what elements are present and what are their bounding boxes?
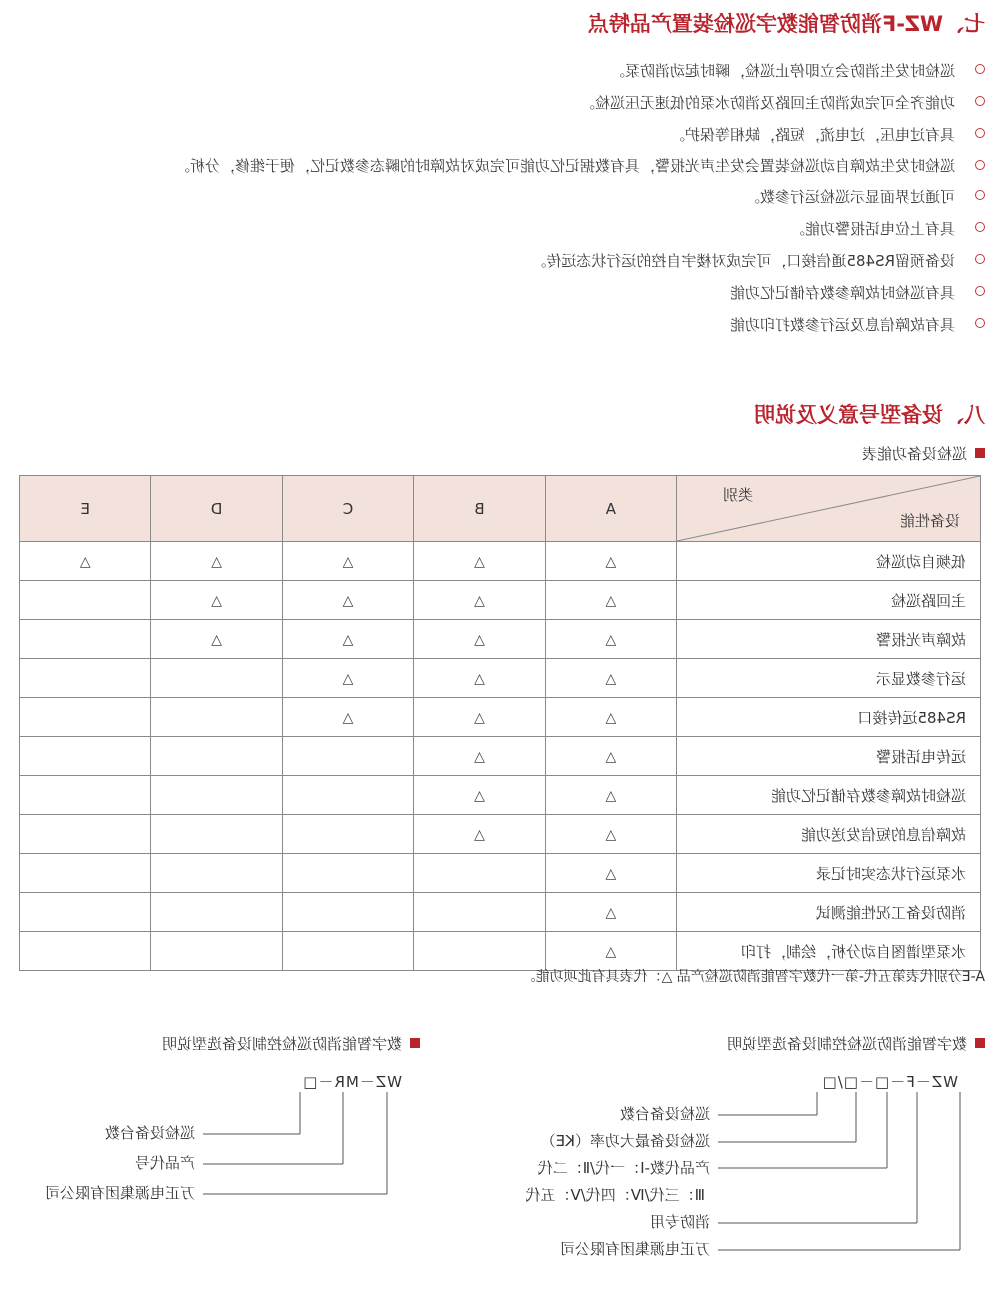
wzf-label: Ⅲ：三代/Ⅳ：四代/Ⅴ：五代	[525, 1186, 705, 1204]
table-row	[20, 659, 981, 698]
circle-bullet-icon	[975, 96, 985, 106]
table-header-row	[20, 476, 981, 542]
square-bullet-icon	[410, 1038, 420, 1048]
circle-bullet-icon	[975, 160, 985, 170]
wzf-label: 产品代数-Ⅰ：一代/Ⅱ：二代	[537, 1159, 710, 1177]
feature-item: 具有故障信息及运行参数打印功能	[15, 309, 985, 341]
mark-cell: △	[282, 698, 413, 737]
table-row	[20, 581, 981, 620]
mark-cell: △	[414, 620, 545, 659]
mark-cell	[151, 776, 282, 815]
mark-cell: △	[545, 659, 676, 698]
mark-cell: △	[545, 542, 676, 581]
feature-item: 具有过电压，过电流，短路，缺相等保护。	[15, 119, 985, 151]
table-row	[20, 854, 981, 893]
feature-list	[15, 55, 985, 341]
mark-cell: △	[545, 776, 676, 815]
mark-cell	[20, 659, 151, 698]
mark-cell: △	[545, 854, 676, 893]
mark-cell: △	[282, 620, 413, 659]
mark-cell	[151, 659, 282, 698]
mark-cell: △	[151, 581, 282, 620]
mark-cell	[151, 893, 282, 932]
wzf-label: 万正电源集团有限公司	[559, 1240, 710, 1258]
mark-cell: △	[151, 620, 282, 659]
wzmr-model-title: 数字智能消防巡检控制设备选型说明	[162, 1033, 420, 1054]
mark-cell: △	[545, 815, 676, 854]
column-header: A	[545, 476, 676, 542]
wzmr-model-code: WZ－MR－□	[302, 1073, 402, 1091]
section7-title: 七、WZ-F消防智能数字巡检装置产品特点	[587, 12, 985, 36]
mark-cell	[20, 698, 151, 737]
row-name-cell: 主回路巡检	[677, 581, 981, 620]
mark-cell	[414, 893, 545, 932]
wzmr-label: 巡检设备台数	[104, 1124, 195, 1142]
table-row	[20, 737, 981, 776]
mark-cell: △	[414, 737, 545, 776]
mark-cell: △	[414, 542, 545, 581]
mark-cell	[282, 776, 413, 815]
table-caption: 巡检设备功能表	[862, 443, 985, 464]
table-note: A-E分别代表第五代-第一代数字智能消防巡检产品 △：代表具有此项功能。	[521, 969, 985, 985]
section8-title: 八、设备型号意义及说明	[754, 403, 985, 427]
mark-cell: △	[151, 542, 282, 581]
mark-cell	[151, 854, 282, 893]
corner-header-cell	[677, 476, 981, 542]
square-bullet-icon	[975, 448, 985, 458]
row-name-cell: 故障声光报警	[677, 620, 981, 659]
circle-bullet-icon	[975, 254, 985, 264]
wzf-label: 巡检设备最大功率（KE）	[540, 1132, 710, 1150]
function-table	[19, 475, 981, 971]
mark-cell: △	[414, 581, 545, 620]
mark-cell	[282, 737, 413, 776]
row-name-cell: 故障信息的短信发送功能	[677, 815, 981, 854]
mark-cell: △	[545, 698, 676, 737]
mark-cell: △	[414, 815, 545, 854]
square-bullet-icon	[975, 1038, 985, 1048]
row-name-cell: 巡检时故障参数存储记忆功能	[677, 776, 981, 815]
mark-cell	[20, 815, 151, 854]
row-name-cell: 水泵型谱图自动分析，绘制，打印	[677, 932, 981, 971]
circle-bullet-icon	[975, 64, 985, 74]
mark-cell: △	[20, 542, 151, 581]
wzmr-label: 产品代号	[134, 1154, 195, 1172]
table-row	[20, 620, 981, 659]
wzf-label: 消防专用	[649, 1213, 710, 1231]
table-row	[20, 932, 981, 971]
mark-cell	[282, 893, 413, 932]
mark-cell	[20, 854, 151, 893]
row-name-cell: 水泵运行状态实时记录	[677, 854, 981, 893]
row-name-cell: 远传电话报警	[677, 737, 981, 776]
wzf-label: 巡检设备台数	[619, 1105, 710, 1123]
row-name-cell: 消防设备工况性能测试	[677, 893, 981, 932]
feature-item: 设备预留RS485通信接口，可完成对楼宇自控的运行状态远传。	[15, 245, 985, 277]
feature-item: 可通过界面显示巡检运行参数。	[15, 181, 985, 213]
mark-cell: △	[545, 737, 676, 776]
mark-cell: △	[545, 581, 676, 620]
column-header: C	[282, 476, 413, 542]
mark-cell	[151, 698, 282, 737]
mark-cell	[414, 854, 545, 893]
table-row	[20, 815, 981, 854]
mark-cell: △	[282, 542, 413, 581]
column-header: B	[414, 476, 545, 542]
mark-cell	[414, 932, 545, 971]
circle-bullet-icon	[975, 128, 985, 138]
circle-bullet-icon	[975, 190, 985, 200]
feature-item: 具有上位电话报警功能。	[15, 213, 985, 245]
mark-cell	[282, 815, 413, 854]
mark-cell	[20, 932, 151, 971]
mark-cell	[20, 581, 151, 620]
mark-cell	[151, 737, 282, 776]
mark-cell: △	[545, 893, 676, 932]
table-row	[20, 542, 981, 581]
mark-cell	[151, 932, 282, 971]
wzf-model-title: 数字智能消防巡检控制设备选型说明	[727, 1033, 985, 1054]
table-row	[20, 776, 981, 815]
column-header: E	[20, 476, 151, 542]
circle-bullet-icon	[975, 222, 985, 232]
mark-cell: △	[282, 581, 413, 620]
mark-cell	[20, 620, 151, 659]
mark-cell	[20, 737, 151, 776]
feature-item: 巡检时发生消防会立即停止巡检，瞬时起动消防泵。	[15, 55, 985, 87]
row-name-cell: RS485远传接口	[677, 698, 981, 737]
column-header: D	[151, 476, 282, 542]
row-name-cell: 低频自动巡检	[677, 542, 981, 581]
table-row	[20, 893, 981, 932]
feature-item: 功能齐全可完成消防主回路及消防水泵的低速无压巡检。	[15, 87, 985, 119]
mark-cell	[282, 932, 413, 971]
mark-cell	[282, 854, 413, 893]
mark-cell	[20, 776, 151, 815]
wzmr-label: 万正电源集团有限公司	[44, 1184, 195, 1202]
wzf-model-code: WZ－F－□－□/□	[821, 1073, 958, 1091]
mark-cell	[20, 893, 151, 932]
circle-bullet-icon	[975, 318, 985, 328]
mark-cell: △	[414, 776, 545, 815]
corner-bottom-label: 设备性能	[899, 512, 960, 530]
circle-bullet-icon	[975, 286, 985, 296]
mark-cell: △	[414, 698, 545, 737]
corner-top-label: 类别	[723, 486, 754, 504]
feature-item: 巡检时发生故障自动巡检装置会发生声光报警，具有数据记忆功能可完成对故障时的瞬态参数记忆，便于维修，分析。	[15, 151, 985, 181]
table-row	[20, 698, 981, 737]
feature-item: 具有巡检时故障参数存储记忆功能	[15, 277, 985, 309]
row-name-cell: 运行参数显示	[677, 659, 981, 698]
mark-cell: △	[414, 659, 545, 698]
mark-cell	[151, 815, 282, 854]
mark-cell: △	[545, 620, 676, 659]
mark-cell: △	[282, 659, 413, 698]
mark-cell: △	[545, 932, 676, 971]
